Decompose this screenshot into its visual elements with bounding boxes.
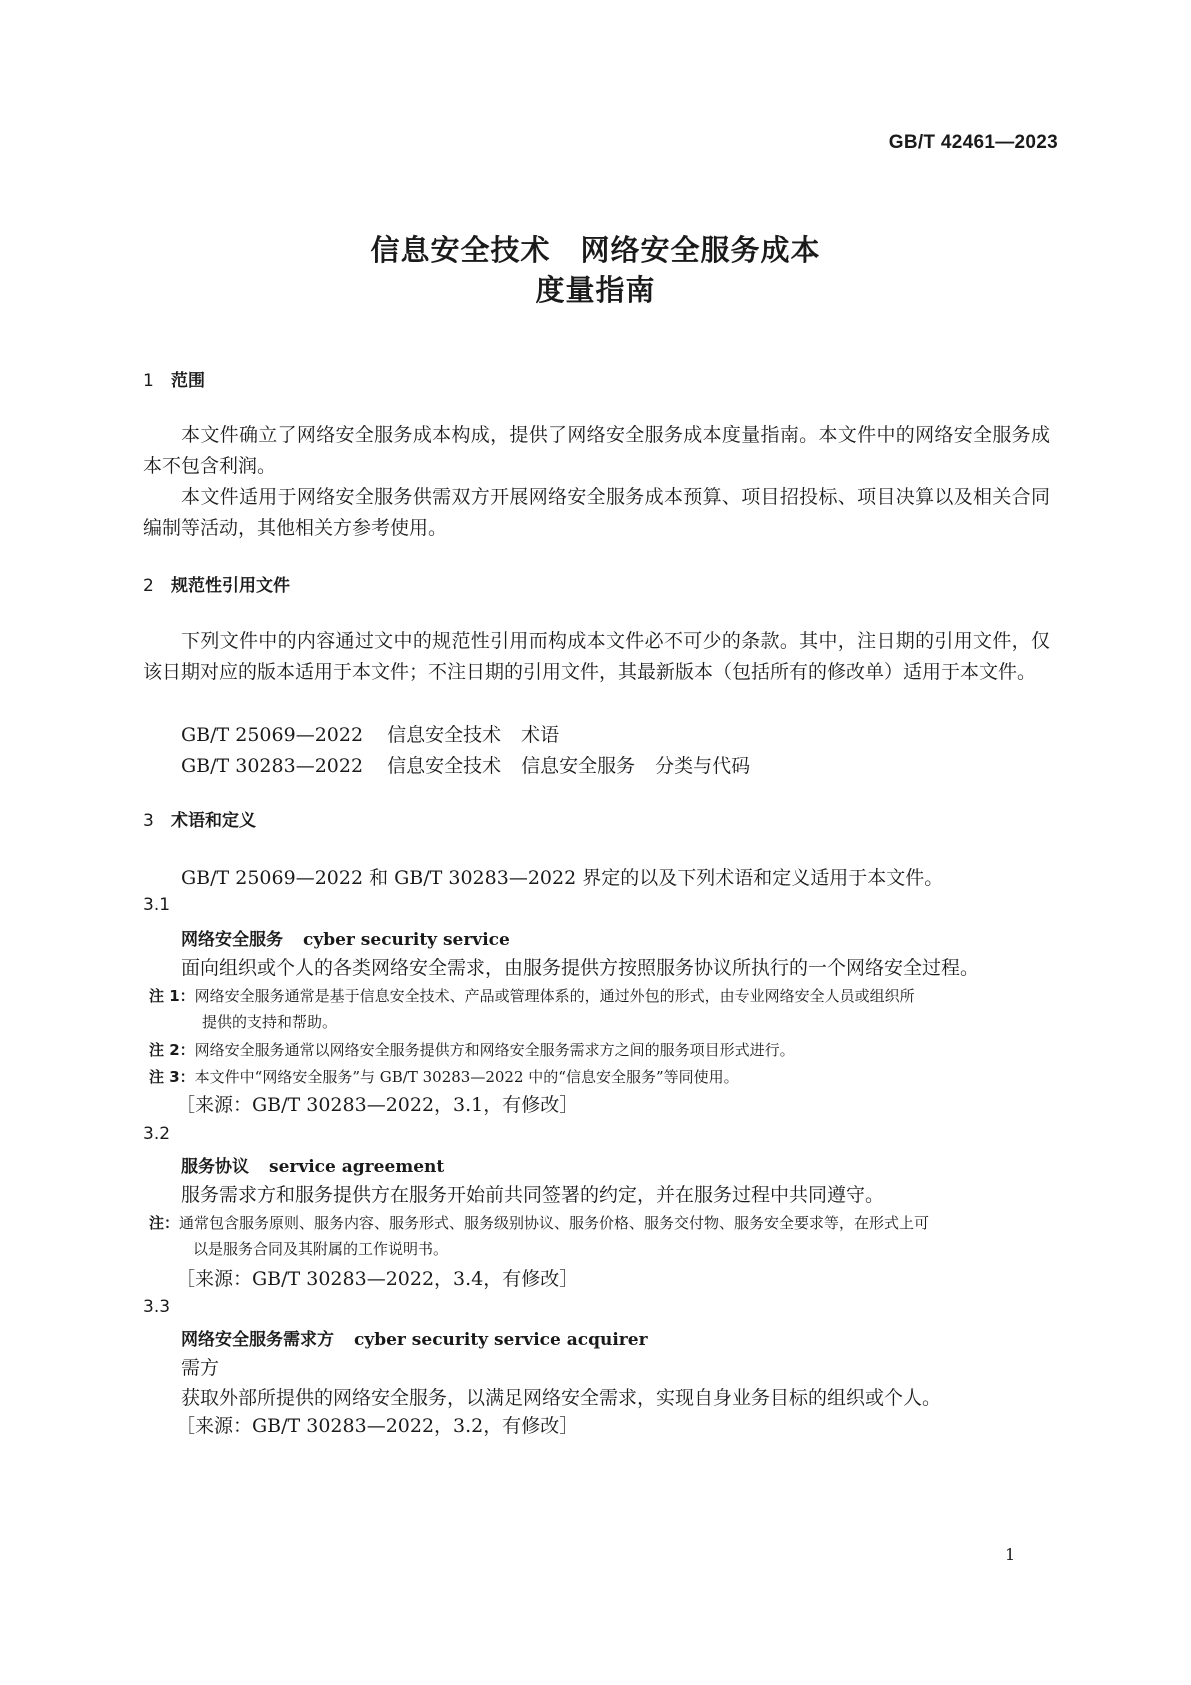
note <box>149 1210 1049 1262</box>
reference-code: GB/T 25069—2022 <box>181 724 364 746</box>
note <box>149 983 1049 1035</box>
reference-title-part: 分类与代码 <box>655 755 751 777</box>
note-label: 注 1： <box>149 987 195 1005</box>
scope-paragraph-1: 本文件确立了网络安全服务成本构成，提供了网络安全服务成本度量指南。本文件中的网络安全服务成本不包含利润。 <box>143 424 1050 477</box>
document-title-line2: 度量指南 <box>535 273 656 307</box>
section-title: 术语和定义 <box>171 811 256 831</box>
reference-title-part: 术语 <box>521 724 560 746</box>
reference-code: GB/T 30283—2022 <box>181 755 364 777</box>
note <box>149 1037 1049 1063</box>
reference-title-part: 信息安全技术 <box>387 755 502 777</box>
section-title: 范围 <box>171 371 205 391</box>
term-definition: 面向组织或个人的各类网络安全需求，由服务提供方按照服务协议所执行的一个网络安全过程。 <box>181 957 980 979</box>
note-text: 通常包含服务原则、服务内容、服务形式、服务级别协议、服务价格、服务交付物、服务安全要求等，在形式上可 <box>179 1214 930 1232</box>
note-label: 注： <box>149 1214 180 1232</box>
reference-title-part: 信息安全技术 <box>387 724 502 746</box>
reference-item <box>181 751 750 778</box>
terms-intro: GB/T 25069—2022 和 GB/T 30283—2022 界定的以及下列术语和定义适用于本文件。 <box>181 867 944 889</box>
section-title: 规范性引用文件 <box>171 576 290 596</box>
title-part-b: 网络安全服务成本 <box>580 233 821 267</box>
reference-title-part: 信息安全服务 <box>521 755 636 777</box>
section-number: 2 <box>143 576 154 596</box>
term-heading <box>181 1152 444 1177</box>
term-en: cyber security service <box>303 930 510 950</box>
note-text: 网络安全服务通常是基于信息安全技术、产品或管理体系的，通过外包的形式，由专业网络安全人员或组织所 <box>194 987 915 1005</box>
title-part-a: 信息安全技术 <box>370 233 551 267</box>
section-1-heading <box>143 366 205 391</box>
document-title-line1 <box>0 228 1191 269</box>
note-text-continued: 以是服务合同及其附属的工作说明书。 <box>193 1240 449 1258</box>
note-label: 注 2： <box>149 1041 195 1059</box>
normative-references-paragraph: 下列文件中的内容通过文中的规范性引用而构成本文件必不可少的条款。其中，注日期的引用文件，仅该日期对应的版本适用于本文件；不注日期的引用文件，其最新版本（包括所有的修改单）适用于本文件。 <box>143 630 1050 683</box>
section-number: 3 <box>143 811 154 831</box>
note <box>149 1064 1049 1090</box>
term-source: ［来源：GB/T 30283—2022，3.4，有修改］ <box>176 1268 579 1290</box>
section-number: 1 <box>143 371 154 391</box>
term-heading <box>181 925 510 950</box>
term-en: cyber security service acquirer <box>354 1330 648 1350</box>
note-text: 网络安全服务通常以网络安全服务提供方和网络安全服务需求方之间的服务项目形式进行。 <box>194 1041 795 1059</box>
term-zh: 服务协议 <box>181 1157 249 1177</box>
term-zh: 网络安全服务需求方 <box>181 1330 334 1350</box>
note-text-continued: 提供的支持和帮助。 <box>202 1013 338 1031</box>
term-definition: 获取外部所提供的网络安全服务，以满足网络安全需求，实现自身业务目标的组织或个人。 <box>181 1387 942 1409</box>
term-zh: 网络安全服务 <box>181 930 283 950</box>
reference-item <box>181 720 559 747</box>
term-admitted: 需方 <box>181 1357 220 1379</box>
term-number: 3.1 <box>143 895 171 915</box>
term-source: ［来源：GB/T 30283—2022，3.2，有修改］ <box>176 1415 579 1437</box>
section-3-heading <box>143 806 256 831</box>
section-2-heading <box>143 571 290 596</box>
term-number: 3.2 <box>143 1124 171 1144</box>
note-label: 注 3： <box>149 1068 195 1086</box>
scope-paragraph-2: 本文件适用于网络安全服务供需双方开展网络安全服务成本预算、项目招投标、项目决算以及相关合同编制等活动，其他相关方参考使用。 <box>143 486 1050 539</box>
standard-code: GB/T 42461—2023 <box>888 132 1058 153</box>
note-text: 本文件中“网络安全服务”与 GB/T 30283—2022 中的“信息安全服务”等同使用。 <box>194 1068 739 1086</box>
term-heading <box>181 1325 648 1350</box>
term-number: 3.3 <box>143 1297 171 1317</box>
term-definition: 服务需求方和服务提供方在服务开始前共同签署的约定，并在服务过程中共同遵守。 <box>181 1184 885 1206</box>
term-en: service agreement <box>269 1157 445 1177</box>
page-number: 1 <box>1005 1545 1016 1564</box>
term-source: ［来源：GB/T 30283—2022，3.1，有修改］ <box>176 1094 579 1116</box>
